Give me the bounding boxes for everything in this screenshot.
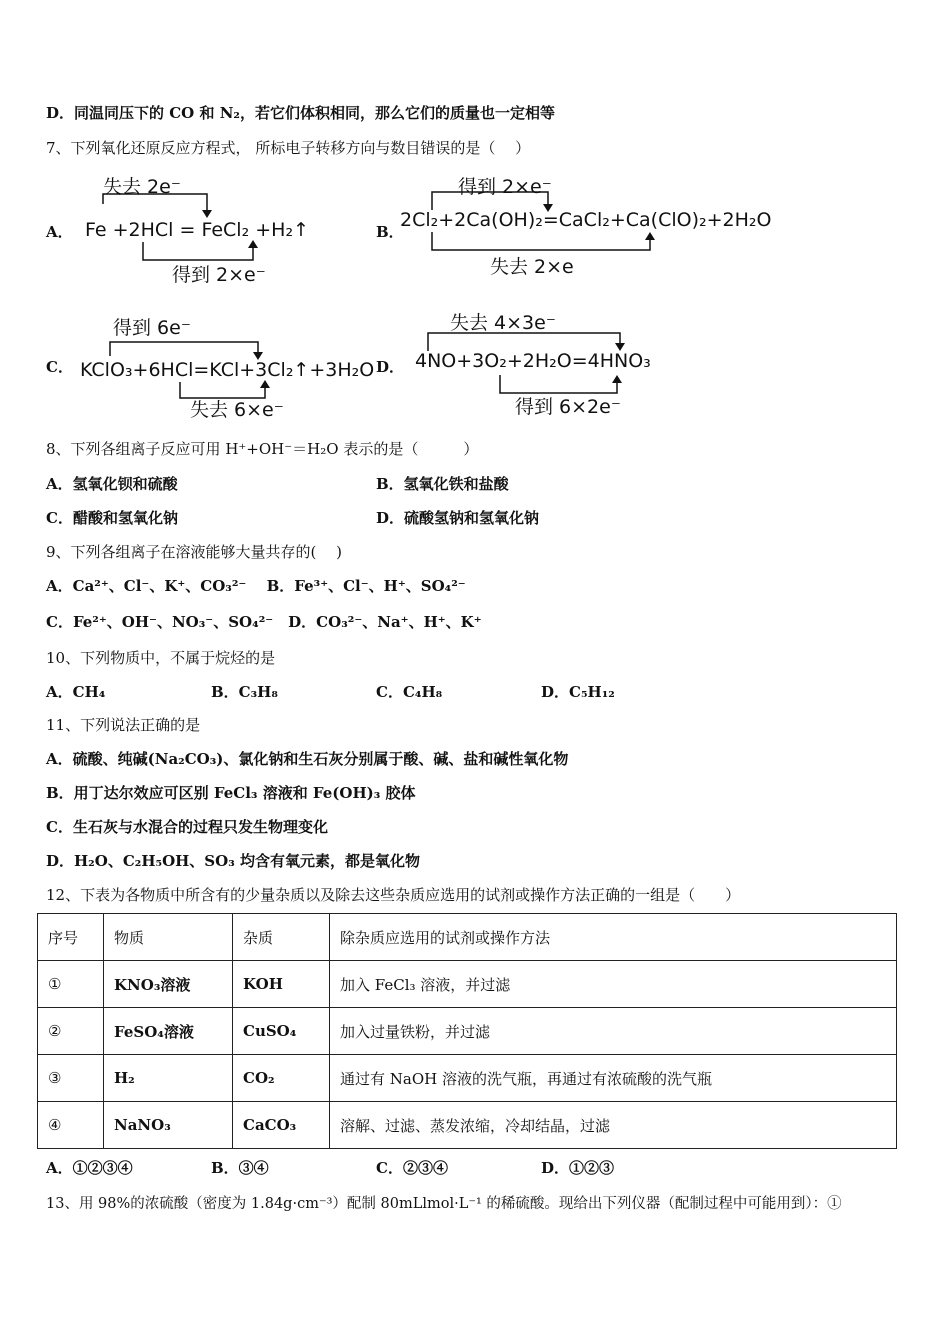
q10-stem: 10、下列物质中，不属于烷烃的是 bbox=[46, 649, 276, 667]
table-cell: ① bbox=[38, 961, 104, 1008]
header-cell: 物质 bbox=[104, 914, 233, 961]
table-cell: 溶解、过滤、蒸发浓缩，冷却结晶，过滤 bbox=[330, 1102, 897, 1149]
table-cell: KOH bbox=[233, 961, 330, 1008]
q7-a-equation: Fe +2HCl = FeCl₂ +H₂↑ bbox=[85, 219, 309, 241]
q11-option-c: C．生石灰与水混合的过程只发生物理变化 bbox=[46, 818, 328, 836]
table-cell: CuSO₄ bbox=[233, 1008, 330, 1055]
q9-options-cd: C．Fe²⁺、OH⁻、NO₃⁻、SO₄²⁻ D．CO₃²⁻、Na⁺、H⁺、K⁺ bbox=[46, 613, 482, 631]
q9-options-ab: A．Ca²⁺、Cl⁻、K⁺、CO₃²⁻ B．Fe³⁺、Cl⁻、H⁺、SO₄²⁻ bbox=[46, 577, 466, 595]
table-row bbox=[38, 961, 897, 1008]
q7-option-b-label: B． bbox=[376, 223, 404, 241]
q8-option-d: D．硫酸氢钠和氢氧化钠 bbox=[376, 509, 540, 527]
q12-table bbox=[37, 913, 897, 1149]
q7-d-top-label: 失去 4×3e⁻ bbox=[450, 312, 556, 334]
q7-c-top-label: 得到 6e⁻ bbox=[113, 317, 191, 339]
q7-d-bottom-label: 得到 6×2e⁻ bbox=[515, 396, 621, 418]
q8-option-a: A．氢氧化钡和硫酸 bbox=[46, 475, 178, 493]
q10-option-a: A．CH₄ bbox=[46, 683, 106, 701]
q11-stem: 11、下列说法正确的是 bbox=[46, 716, 201, 734]
q7-d-equation: 4NO+3O₂+2H₂O=4HNO₃ bbox=[415, 350, 651, 372]
table-cell: FeSO₄溶液 bbox=[104, 1008, 233, 1055]
q8-stem: 8、下列各组离子反应可用 H⁺+OH⁻＝H₂O 表示的是（ ） bbox=[46, 440, 479, 458]
table-row bbox=[38, 1102, 897, 1149]
q10-option-c: C．C₄H₈ bbox=[376, 683, 443, 701]
table-row bbox=[38, 1055, 897, 1102]
q7-a-bottom-label: 得到 2×e⁻ bbox=[172, 264, 266, 286]
q7-option-c-label: C． bbox=[46, 358, 73, 376]
table-cell: 通过有 NaOH 溶液的洗气瓶，再通过有浓硫酸的洗气瓶 bbox=[330, 1055, 897, 1102]
q7-c-bottom-label: 失去 6×e⁻ bbox=[190, 399, 284, 421]
q7-b-top-label: 得到 2×e⁻ bbox=[458, 176, 552, 198]
table-cell: 加入 FeCl₃ 溶液，并过滤 bbox=[330, 961, 897, 1008]
table-cell: CaCO₃ bbox=[233, 1102, 330, 1149]
q11-option-b: B．用丁达尔效应可区别 FeCl₃ 溶液和 Fe(OH)₃ 胶体 bbox=[46, 784, 416, 802]
header-cell: 除杂质应选用的试剂或操作方法 bbox=[330, 914, 897, 961]
q7-b-equation: 2Cl₂+2Ca(OH)₂=CaCl₂+Ca(ClO)₂+2H₂O bbox=[400, 209, 772, 231]
q12-option-d: D．①②③ bbox=[541, 1159, 615, 1177]
q10-option-d: D．C₅H₁₂ bbox=[541, 683, 615, 701]
table-cell: CO₂ bbox=[233, 1055, 330, 1102]
q11-option-d: D．H₂O、C₂H₅OH、SO₃ 均含有氧元素，都是氧化物 bbox=[46, 852, 420, 870]
q9-stem: 9、下列各组离子在溶液能够大量共存的( ) bbox=[46, 543, 343, 561]
q11-option-a: A．硫酸、纯碱(Na₂CO₃)、氯化钠和生石灰分别属于酸、碱、盐和碱性氧化物 bbox=[46, 750, 569, 768]
q7-c-equation: KClO₃+6HCl=KCl+3Cl₂↑+3H₂O bbox=[80, 359, 375, 381]
table-cell: KNO₃溶液 bbox=[104, 961, 233, 1008]
q8-option-b: B．氢氧化铁和盐酸 bbox=[376, 475, 509, 493]
header-cell: 杂质 bbox=[233, 914, 330, 961]
q7-option-d-label: D． bbox=[376, 358, 405, 376]
table-cell: ② bbox=[38, 1008, 104, 1055]
q13-stem: 13、用 98%的浓硫酸（密度为 1.84g·cm⁻³）配制 80mLlmol·L⁻¹ 的稀硫酸。现给出下列仪器（配制过程中可能用到）：① bbox=[46, 1196, 842, 1212]
q12-option-a: A．①②③④ bbox=[46, 1159, 133, 1177]
table-cell: ③ bbox=[38, 1055, 104, 1102]
q7-a-top-label: 失去 2e⁻ bbox=[103, 176, 181, 198]
q12-option-b: B．③④ bbox=[211, 1159, 269, 1177]
q12-option-c: C．②③④ bbox=[376, 1159, 448, 1177]
table-cell: H₂ bbox=[104, 1055, 233, 1102]
q7-b-bottom-label: 失去 2×e bbox=[490, 256, 574, 278]
table-cell: ④ bbox=[38, 1102, 104, 1149]
q10-option-b: B．C₃H₈ bbox=[211, 683, 278, 701]
header-cell: 序号 bbox=[38, 914, 104, 961]
q8-option-c: C．醋酸和氢氧化钠 bbox=[46, 509, 178, 527]
q6-option-d: D．同温同压下的 CO 和 N₂，若它们体积相同，那么它们的质量也一定相等 bbox=[46, 104, 555, 122]
table-cell: 加入过量铁粉，并过滤 bbox=[330, 1008, 897, 1055]
table-row bbox=[38, 1008, 897, 1055]
q7-option-a-label: A． bbox=[46, 223, 73, 241]
table-cell: NaNO₃ bbox=[104, 1102, 233, 1149]
q12-stem: 12、下表为各物质中所含有的少量杂质以及除去这些杂质应选用的试剂或操作方法正确的一组是（ ） bbox=[46, 886, 741, 904]
q7-stem: 7、下列氧化还原反应方程式， 所标电子转移方向与数目错误的是（ ） bbox=[46, 139, 531, 157]
table-header-row bbox=[38, 914, 897, 961]
